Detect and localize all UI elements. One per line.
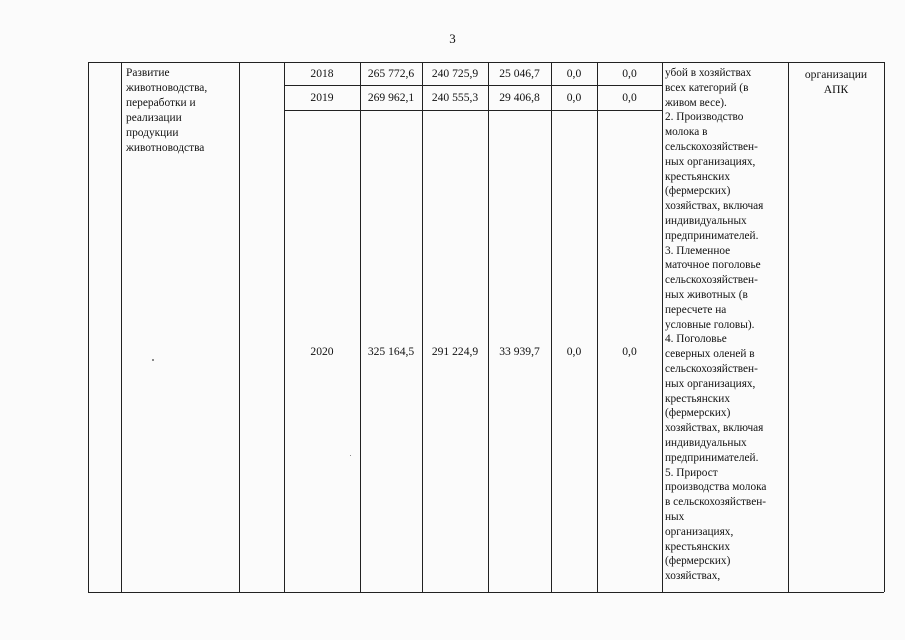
year-cell: 2019 [310, 91, 334, 104]
indicator-line: 2. Производство [665, 111, 744, 124]
indicator-line: ных организациях, [665, 155, 756, 168]
value-cell: 0,0 [566, 67, 582, 80]
row-divider-2018 [284, 85, 662, 86]
indicator-line: сельскохозяйствен- [665, 140, 758, 153]
indicators-cell [665, 66, 766, 584]
direction-title-line: животноводства [126, 142, 205, 154]
indicator-line: 3. Племенное [665, 244, 731, 257]
indicator-line: хозяйствах, включая [665, 422, 764, 435]
direction-title-cell [126, 66, 207, 156]
col-border-7 [551, 62, 552, 592]
indicator-line: ных организациях, [665, 377, 756, 390]
value-cell: 0,0 [566, 91, 582, 104]
col-border-0 [88, 62, 89, 592]
indicator-line: пересчете на [665, 303, 727, 316]
indicator-line: крестьянских [665, 392, 730, 405]
page-number: 3 [449, 31, 456, 46]
col-border-9 [662, 62, 663, 592]
indicator-line: хозяйствах, [665, 570, 721, 583]
indicator-line: хозяйствах, включая [665, 200, 764, 213]
indicator-line: предпринимателей. [665, 451, 759, 464]
executor-cell [788, 67, 884, 97]
indicator-line: индивидуальных [665, 214, 747, 227]
indicator-line: в сельскохозяйствен- [665, 496, 767, 509]
indicator-line: крестьянских [665, 540, 730, 553]
direction-title-line: животноводства, [126, 82, 208, 94]
executor-line: АПК [823, 83, 849, 96]
value-cell: 0,0 [622, 345, 637, 358]
indicator-line: производства молока [665, 481, 767, 494]
indicator-line: (фермерских) [665, 407, 731, 420]
value-cell: 240 725,9 [431, 67, 479, 80]
col-border-6 [488, 62, 489, 592]
indicator-line: организациях, [665, 525, 734, 538]
col-border-3 [284, 62, 285, 592]
indicator-line: убой в хозяйствах [665, 67, 752, 79]
indicator-line: индивидуальных [665, 436, 747, 449]
col-border-10 [788, 62, 789, 592]
indicator-line: предпринимателей. [665, 229, 759, 242]
indicator-line: молока в [665, 126, 708, 139]
indicator-line: сельскохозяйствен- [665, 362, 758, 375]
executor-line: организации [804, 68, 868, 81]
indicator-line: 5. Прирост [665, 466, 718, 479]
indicator-line: ных животных (в [665, 288, 748, 301]
table-bottom-border [88, 592, 884, 593]
direction-title-line: переработки и [126, 97, 196, 109]
col-border-8 [597, 62, 598, 592]
value-cell: 240 555,3 [431, 91, 479, 104]
table-top-border [88, 62, 884, 63]
value-cell: 0,0 [566, 345, 582, 358]
col-border-2 [239, 62, 240, 592]
indicator-line: (фермерских) [665, 555, 731, 568]
col-border-1 [121, 62, 122, 592]
col-border-11 [884, 62, 885, 592]
total-cell: 269 962,1 [367, 91, 415, 104]
year-cell: 2020 [310, 345, 334, 358]
indicator-line: 4. Поголовье [665, 333, 727, 346]
indicator-line: всех категорий (в [665, 81, 749, 94]
total-cell: 325 164,5 [367, 345, 415, 358]
direction-title-line: реализации [126, 112, 182, 124]
indicator-line: живом весе). [665, 96, 727, 109]
indicator-line: маточное поголовье [665, 259, 761, 272]
scan-speck [152, 359, 154, 361]
indicator-line: (фермерских) [665, 185, 731, 198]
direction-title-line: Развитие [126, 67, 170, 79]
col-border-5 [422, 62, 423, 592]
value-cell: 0,0 [622, 67, 637, 80]
col-border-4 [360, 62, 361, 592]
indicator-line: крестьянских [665, 170, 730, 183]
value-cell: 0,0 [622, 91, 637, 104]
indicator-line: ных [665, 510, 685, 523]
scan-speck [350, 455, 351, 456]
value-cell: 25 046,7 [499, 67, 540, 80]
indicator-line: сельскохозяйствен- [665, 274, 758, 287]
total-cell: 265 772,6 [367, 67, 415, 80]
value-cell: 33 939,7 [499, 345, 540, 358]
year-cell: 2018 [310, 67, 334, 80]
value-cell: 29 406,8 [499, 91, 540, 104]
indicator-line: условные головы). [665, 318, 755, 331]
direction-title-line: продукции [126, 127, 179, 139]
indicator-line: северных оленей в [665, 348, 755, 361]
value-cell: 291 224,9 [431, 345, 479, 358]
row-divider-2019 [284, 110, 662, 111]
